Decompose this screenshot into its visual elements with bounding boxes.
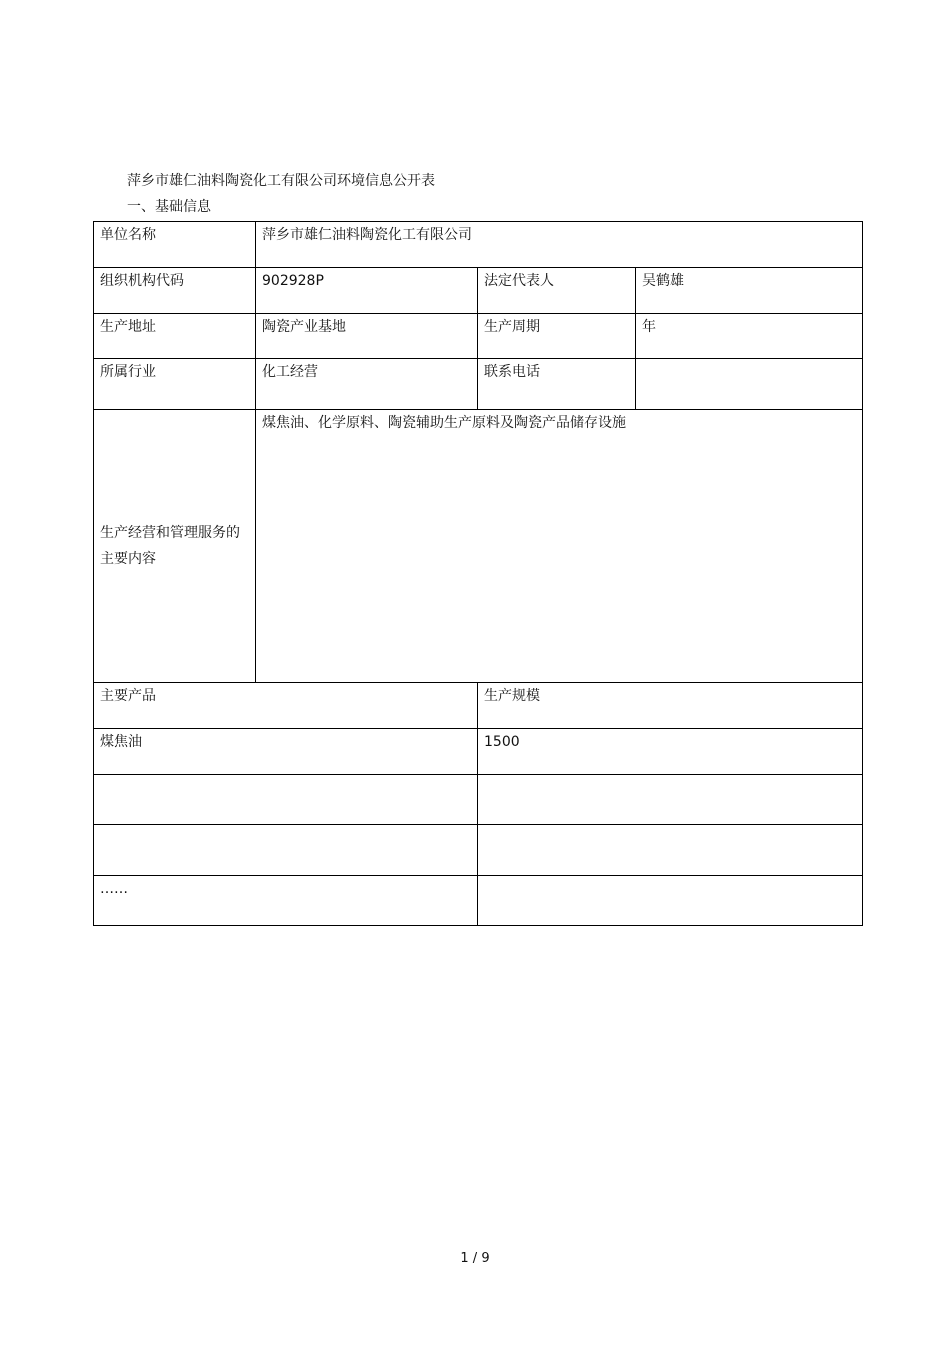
business-value: 煤焦油、化学原料、陶瓷辅助生产原料及陶瓷产品储存设施 (256, 410, 863, 683)
org-code-value: 902928P (256, 268, 478, 314)
row-business (94, 410, 863, 683)
industry-label: 所属行业 (94, 359, 256, 410)
cycle-value: 年 (636, 314, 863, 359)
scale-header: 生产规模 (478, 683, 863, 729)
page-number: 1 / 9 (460, 1251, 490, 1266)
product-name (94, 775, 478, 825)
business-label: 生产经营和管理服务的主要内容 (94, 410, 256, 683)
phone-label: 联系电话 (478, 359, 636, 410)
address-label: 生产地址 (94, 314, 256, 359)
product-scale: 1500 (478, 729, 863, 775)
industry-value: 化工经营 (256, 359, 478, 410)
product-scale (478, 775, 863, 825)
unit-name-value: 萍乡市雄仁油料陶瓷化工有限公司 (256, 222, 863, 268)
table-row (94, 729, 863, 775)
product-scale (478, 876, 863, 926)
row-org-code (94, 268, 863, 314)
row-address (94, 314, 863, 359)
product-name (94, 825, 478, 876)
table-row (94, 825, 863, 876)
cycle-label: 生产周期 (478, 314, 636, 359)
legal-rep-label: 法定代表人 (478, 268, 636, 314)
row-unit-name (94, 222, 863, 268)
phone-value (636, 359, 863, 410)
org-code-label: 组织机构代码 (94, 268, 256, 314)
document-title: 萍乡市雄仁油料陶瓷化工有限公司环境信息公开表 (127, 173, 435, 189)
address-value: 陶瓷产业基地 (256, 314, 478, 359)
row-industry (94, 359, 863, 410)
product-name: …… (94, 876, 478, 926)
legal-rep-value: 吴鹤雄 (636, 268, 863, 314)
product-header: 主要产品 (94, 683, 478, 729)
row-product-header (94, 683, 863, 729)
section-heading: 一、基础信息 (127, 199, 211, 215)
unit-name-label: 单位名称 (94, 222, 256, 268)
product-name: 煤焦油 (94, 729, 478, 775)
basic-info-table (93, 221, 863, 926)
table-row (94, 876, 863, 926)
product-scale (478, 825, 863, 876)
table-row (94, 775, 863, 825)
